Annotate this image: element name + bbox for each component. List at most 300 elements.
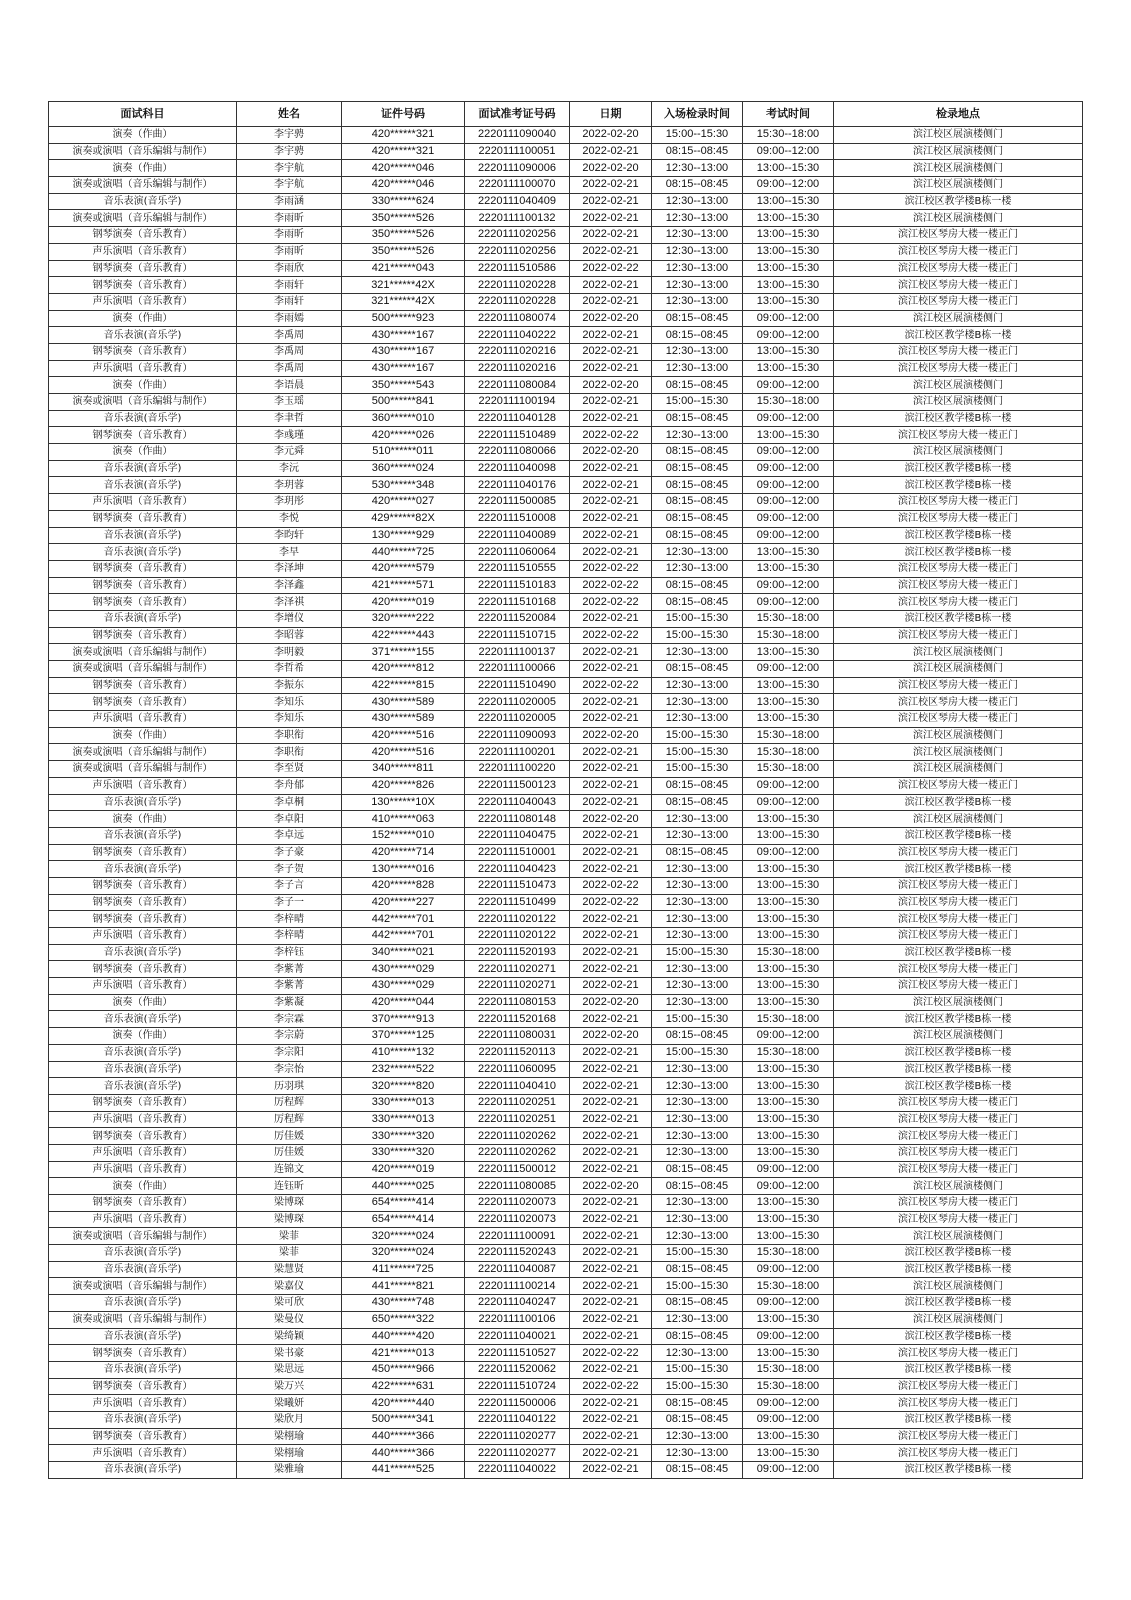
cell-exam-time: 09:00--12:00 [743, 460, 834, 477]
table-row [49, 1361, 1083, 1378]
cell-exam-time: 09:00--12:00 [743, 844, 834, 861]
cell-location: 滨江校区教学楼B栋一楼 [834, 544, 1083, 561]
cell-exam-time: 13:00--15:30 [743, 243, 834, 260]
cell-subject: 声乐演唱（音乐教育） [49, 1211, 237, 1228]
cell-admission-number: 2220111020216 [465, 343, 570, 360]
cell-name: 梁栩瑜 [237, 1428, 342, 1445]
cell-date: 2022-02-20 [570, 811, 652, 828]
cell-admission-number: 2220111020073 [465, 1211, 570, 1228]
cell-checkin-time: 08:15--08:45 [652, 661, 743, 678]
cell-subject: 钢琴演奏（音乐教育） [49, 1195, 237, 1212]
cell-id-number: 654******414 [342, 1211, 465, 1228]
cell-checkin-time: 08:15--08:45 [652, 510, 743, 527]
table-row [49, 1411, 1083, 1428]
cell-date: 2022-02-21 [570, 1061, 652, 1078]
cell-date: 2022-02-21 [570, 1211, 652, 1228]
table-row [49, 260, 1083, 277]
table-row [49, 894, 1083, 911]
cell-exam-time: 09:00--12:00 [743, 477, 834, 494]
cell-id-number: 370******125 [342, 1028, 465, 1045]
table-row [49, 444, 1083, 461]
cell-location: 滨江校区琴房大楼一楼正门 [834, 360, 1083, 377]
cell-subject: 钢琴演奏（音乐教育） [49, 677, 237, 694]
cell-checkin-time: 12:30--13:00 [652, 1094, 743, 1111]
table-row [49, 544, 1083, 561]
cell-id-number: 430******589 [342, 694, 465, 711]
cell-subject: 钢琴演奏（音乐教育） [49, 1345, 237, 1362]
cell-id-number: 430******029 [342, 978, 465, 995]
cell-checkin-time: 12:30--13:00 [652, 1211, 743, 1228]
table-row [49, 210, 1083, 227]
cell-exam-time: 15:30--18:00 [743, 1011, 834, 1028]
cell-admission-number: 2220111020216 [465, 360, 570, 377]
cell-date: 2022-02-21 [570, 1161, 652, 1178]
cell-exam-time: 09:00--12:00 [743, 177, 834, 194]
cell-date: 2022-02-21 [570, 1011, 652, 1028]
cell-exam-time: 13:00--15:30 [743, 360, 834, 377]
table-row [49, 1278, 1083, 1295]
cell-id-number: 410******132 [342, 1044, 465, 1061]
cell-name: 梁博琛 [237, 1211, 342, 1228]
cell-id-number: 330******013 [342, 1094, 465, 1111]
cell-id-number: 420******828 [342, 877, 465, 894]
cell-location: 滨江校区展演楼侧门 [834, 644, 1083, 661]
cell-date: 2022-02-20 [570, 127, 652, 144]
cell-checkin-time: 12:30--13:00 [652, 978, 743, 995]
cell-subject: 钢琴演奏（音乐教育） [49, 1428, 237, 1445]
cell-name: 李悦 [237, 510, 342, 527]
cell-exam-time: 09:00--12:00 [743, 1411, 834, 1428]
cell-id-number: 411******725 [342, 1261, 465, 1278]
cell-checkin-time: 15:00--15:30 [652, 1378, 743, 1395]
cell-admission-number: 2220111020277 [465, 1445, 570, 1462]
cell-checkin-time: 15:00--15:30 [652, 727, 743, 744]
table-row [49, 911, 1083, 928]
cell-name: 李职衔 [237, 727, 342, 744]
cell-id-number: 152******010 [342, 827, 465, 844]
cell-location: 滨江校区展演楼侧门 [834, 727, 1083, 744]
cell-checkin-time: 12:30--13:00 [652, 911, 743, 928]
cell-subject: 音乐表演(音乐学) [49, 827, 237, 844]
cell-subject: 声乐演唱（音乐教育） [49, 243, 237, 260]
cell-date: 2022-02-21 [570, 827, 652, 844]
cell-admission-number: 2220111100070 [465, 177, 570, 194]
table-row [49, 1061, 1083, 1078]
cell-date: 2022-02-21 [570, 978, 652, 995]
cell-name: 历羽琪 [237, 1078, 342, 1095]
cell-date: 2022-02-21 [570, 1044, 652, 1061]
cell-location: 滨江校区展演楼侧门 [834, 394, 1083, 411]
cell-name: 李宇骋 [237, 143, 342, 160]
cell-name: 李增仪 [237, 610, 342, 627]
cell-name: 梁栩瑜 [237, 1445, 342, 1462]
cell-admission-number: 2220111100132 [465, 210, 570, 227]
cell-checkin-time: 08:15--08:45 [652, 1395, 743, 1412]
table-row [49, 961, 1083, 978]
cell-subject: 音乐表演(音乐学) [49, 460, 237, 477]
table-row [49, 1328, 1083, 1345]
cell-exam-time: 15:30--18:00 [743, 1245, 834, 1262]
cell-exam-time: 13:00--15:30 [743, 427, 834, 444]
cell-date: 2022-02-20 [570, 160, 652, 177]
cell-subject: 声乐演唱（音乐教育） [49, 1161, 237, 1178]
cell-checkin-time: 12:30--13:00 [652, 811, 743, 828]
table-row [49, 477, 1083, 494]
cell-subject: 音乐表演(音乐学) [49, 1261, 237, 1278]
cell-name: 李子贺 [237, 861, 342, 878]
cell-exam-time: 15:30--18:00 [743, 610, 834, 627]
cell-subject: 声乐演唱（音乐教育） [49, 360, 237, 377]
table-row [49, 1111, 1083, 1128]
cell-exam-time: 09:00--12:00 [743, 1462, 834, 1479]
table-row [49, 711, 1083, 728]
cell-checkin-time: 12:30--13:00 [652, 961, 743, 978]
cell-exam-time: 13:00--15:30 [743, 1311, 834, 1328]
cell-admission-number: 2220111020005 [465, 694, 570, 711]
cell-date: 2022-02-21 [570, 143, 652, 160]
cell-subject: 音乐表演(音乐学) [49, 1361, 237, 1378]
cell-exam-time: 15:30--18:00 [743, 127, 834, 144]
cell-id-number: 350******526 [342, 210, 465, 227]
cell-name: 李宗怡 [237, 1061, 342, 1078]
cell-date: 2022-02-21 [570, 1144, 652, 1161]
cell-admission-number: 2220111040475 [465, 827, 570, 844]
cell-admission-number: 2220111510473 [465, 877, 570, 894]
cell-location: 滨江校区琴房大楼一楼正门 [834, 577, 1083, 594]
cell-date: 2022-02-22 [570, 1345, 652, 1362]
cell-location: 滨江校区教学楼B栋一楼 [834, 1044, 1083, 1061]
table-row [49, 193, 1083, 210]
cell-name: 梁思远 [237, 1361, 342, 1378]
cell-checkin-time: 12:30--13:00 [652, 994, 743, 1011]
cell-subject: 钢琴演奏（音乐教育） [49, 1378, 237, 1395]
cell-id-number: 420******826 [342, 777, 465, 794]
cell-admission-number: 2220111100106 [465, 1311, 570, 1328]
table-row [49, 1178, 1083, 1195]
cell-location: 滨江校区琴房大楼一楼正门 [834, 227, 1083, 244]
cell-id-number: 350******526 [342, 227, 465, 244]
cell-admission-number: 2220111520084 [465, 610, 570, 627]
cell-admission-number: 2220111040128 [465, 410, 570, 427]
cell-exam-time: 15:30--18:00 [743, 394, 834, 411]
cell-checkin-time: 08:15--08:45 [652, 577, 743, 594]
cell-name: 李禹周 [237, 327, 342, 344]
table-row [49, 1094, 1083, 1111]
cell-name: 连钰昕 [237, 1178, 342, 1195]
cell-admission-number: 2220111080153 [465, 994, 570, 1011]
cell-name: 李知乐 [237, 711, 342, 728]
cell-checkin-time: 12:30--13:00 [652, 227, 743, 244]
cell-name: 李宗阳 [237, 1044, 342, 1061]
table-row [49, 310, 1083, 327]
cell-location: 滨江校区展演楼侧门 [834, 1028, 1083, 1045]
cell-checkin-time: 08:15--08:45 [652, 177, 743, 194]
cell-checkin-time: 15:00--15:30 [652, 944, 743, 961]
cell-id-number: 440******725 [342, 544, 465, 561]
table-row [49, 127, 1083, 144]
cell-admission-number: 2220111040423 [465, 861, 570, 878]
table-row [49, 277, 1083, 294]
cell-checkin-time: 08:15--08:45 [652, 444, 743, 461]
cell-name: 李玉瑶 [237, 394, 342, 411]
table-row [49, 377, 1083, 394]
cell-date: 2022-02-21 [570, 460, 652, 477]
cell-location: 滨江校区教学楼B栋一楼 [834, 1462, 1083, 1479]
cell-exam-time: 09:00--12:00 [743, 527, 834, 544]
cell-admission-number: 2220111500006 [465, 1395, 570, 1412]
cell-location: 滨江校区琴房大楼一楼正门 [834, 293, 1083, 310]
cell-name: 李昭蓉 [237, 627, 342, 644]
cell-location: 滨江校区琴房大楼一楼正门 [834, 928, 1083, 945]
cell-location: 滨江校区琴房大楼一楼正门 [834, 777, 1083, 794]
cell-location: 滨江校区琴房大楼一楼正门 [834, 1395, 1083, 1412]
cell-checkin-time: 12:30--13:00 [652, 293, 743, 310]
cell-id-number: 441******525 [342, 1462, 465, 1479]
cell-name: 李宇骋 [237, 127, 342, 144]
cell-date: 2022-02-21 [570, 1311, 652, 1328]
table-row [49, 394, 1083, 411]
cell-name: 梁可欣 [237, 1295, 342, 1312]
cell-id-number: 420******321 [342, 143, 465, 160]
cell-admission-number: 2220111020277 [465, 1428, 570, 1445]
cell-date: 2022-02-22 [570, 894, 652, 911]
cell-admission-number: 2220111510555 [465, 560, 570, 577]
cell-location: 滨江校区展演楼侧门 [834, 1178, 1083, 1195]
cell-date: 2022-02-21 [570, 1228, 652, 1245]
cell-date: 2022-02-21 [570, 227, 652, 244]
cell-date: 2022-02-21 [570, 1111, 652, 1128]
cell-date: 2022-02-22 [570, 560, 652, 577]
cell-checkin-time: 12:30--13:00 [652, 928, 743, 945]
cell-location: 滨江校区琴房大楼一楼正门 [834, 961, 1083, 978]
cell-date: 2022-02-22 [570, 627, 652, 644]
cell-subject: 声乐演唱（音乐教育） [49, 293, 237, 310]
cell-name: 李梓晴 [237, 928, 342, 945]
cell-subject: 钢琴演奏（音乐教育） [49, 1094, 237, 1111]
cell-id-number: 440******420 [342, 1328, 465, 1345]
cell-name: 梁曼仪 [237, 1311, 342, 1328]
table-row [49, 1161, 1083, 1178]
cell-admission-number: 2220111500085 [465, 494, 570, 511]
cell-date: 2022-02-21 [570, 193, 652, 210]
table-row [49, 761, 1083, 778]
cell-checkin-time: 08:15--08:45 [652, 1295, 743, 1312]
cell-subject: 音乐表演(音乐学) [49, 477, 237, 494]
cell-checkin-time: 08:15--08:45 [652, 327, 743, 344]
table-row [49, 777, 1083, 794]
cell-admission-number: 2220111510008 [465, 510, 570, 527]
cell-checkin-time: 12:30--13:00 [652, 1111, 743, 1128]
header-admission-number: 面试准考证号码 [465, 102, 570, 127]
cell-location: 滨江校区展演楼侧门 [834, 177, 1083, 194]
cell-id-number: 429******82X [342, 510, 465, 527]
cell-id-number: 420******026 [342, 427, 465, 444]
cell-id-number: 430******029 [342, 961, 465, 978]
cell-exam-time: 13:00--15:30 [743, 827, 834, 844]
cell-checkin-time: 12:30--13:00 [652, 694, 743, 711]
cell-exam-time: 13:00--15:30 [743, 711, 834, 728]
cell-date: 2022-02-21 [570, 243, 652, 260]
cell-checkin-time: 12:30--13:00 [652, 360, 743, 377]
cell-subject: 钢琴演奏（音乐教育） [49, 343, 237, 360]
cell-id-number: 330******320 [342, 1144, 465, 1161]
cell-checkin-time: 08:15--08:45 [652, 477, 743, 494]
cell-exam-time: 09:00--12:00 [743, 444, 834, 461]
cell-id-number: 360******024 [342, 460, 465, 477]
cell-admission-number: 2220111020271 [465, 961, 570, 978]
cell-name: 李宗霖 [237, 1011, 342, 1028]
cell-name: 李玥彤 [237, 494, 342, 511]
cell-location: 滨江校区琴房大楼一楼正门 [834, 1445, 1083, 1462]
cell-checkin-time: 08:15--08:45 [652, 844, 743, 861]
table-row [49, 677, 1083, 694]
cell-admission-number: 2220111080148 [465, 811, 570, 828]
cell-exam-time: 13:00--15:30 [743, 694, 834, 711]
cell-name: 梁绮颖 [237, 1328, 342, 1345]
cell-checkin-time: 08:15--08:45 [652, 310, 743, 327]
cell-id-number: 450******966 [342, 1361, 465, 1378]
cell-name: 梁博琛 [237, 1195, 342, 1212]
cell-subject: 音乐表演(音乐学) [49, 1078, 237, 1095]
cell-admission-number: 2220111520168 [465, 1011, 570, 1028]
cell-location: 滨江校区琴房大楼一楼正门 [834, 694, 1083, 711]
cell-date: 2022-02-21 [570, 477, 652, 494]
cell-admission-number: 2220111100091 [465, 1228, 570, 1245]
cell-name: 李泽坤 [237, 560, 342, 577]
table-row [49, 1261, 1083, 1278]
cell-subject: 音乐表演(音乐学) [49, 410, 237, 427]
cell-location: 滨江校区展演楼侧门 [834, 744, 1083, 761]
cell-admission-number: 2220111020122 [465, 911, 570, 928]
cell-location: 滨江校区琴房大楼一楼正门 [834, 277, 1083, 294]
cell-exam-time: 13:00--15:30 [743, 544, 834, 561]
cell-subject: 钢琴演奏（音乐教育） [49, 877, 237, 894]
cell-exam-time: 13:00--15:30 [743, 560, 834, 577]
cell-checkin-time: 12:30--13:00 [652, 343, 743, 360]
cell-exam-time: 13:00--15:30 [743, 811, 834, 828]
cell-name: 李雨昕 [237, 243, 342, 260]
cell-location: 滨江校区琴房大楼一楼正门 [834, 978, 1083, 995]
cell-date: 2022-02-21 [570, 1395, 652, 1412]
cell-exam-time: 15:30--18:00 [743, 744, 834, 761]
cell-exam-time: 15:30--18:00 [743, 944, 834, 961]
cell-location: 滨江校区教学楼B栋一楼 [834, 610, 1083, 627]
cell-name: 李雨昕 [237, 210, 342, 227]
cell-name: 李紫凝 [237, 994, 342, 1011]
cell-exam-time: 15:30--18:00 [743, 727, 834, 744]
cell-location: 滨江校区展演楼侧门 [834, 761, 1083, 778]
cell-exam-time: 09:00--12:00 [743, 1178, 834, 1195]
cell-name: 李子一 [237, 894, 342, 911]
cell-admission-number: 2220111520113 [465, 1044, 570, 1061]
cell-id-number: 430******167 [342, 327, 465, 344]
table-row [49, 1311, 1083, 1328]
cell-location: 滨江校区琴房大楼一楼正门 [834, 560, 1083, 577]
table-row [49, 560, 1083, 577]
cell-id-number: 321******42X [342, 277, 465, 294]
cell-admission-number: 2220111520193 [465, 944, 570, 961]
cell-name: 李振东 [237, 677, 342, 694]
cell-subject: 钢琴演奏（音乐教育） [49, 260, 237, 277]
cell-checkin-time: 12:30--13:00 [652, 861, 743, 878]
cell-subject: 演奏或演唱（音乐编辑与制作） [49, 1311, 237, 1328]
cell-date: 2022-02-22 [570, 594, 652, 611]
cell-checkin-time: 12:30--13:00 [652, 711, 743, 728]
cell-name: 梁曦妍 [237, 1395, 342, 1412]
cell-date: 2022-02-21 [570, 644, 652, 661]
table-row [49, 1078, 1083, 1095]
table-row [49, 1345, 1083, 1362]
cell-location: 滨江校区教学楼B栋一楼 [834, 460, 1083, 477]
cell-subject: 钢琴演奏（音乐教育） [49, 560, 237, 577]
table-row [49, 510, 1083, 527]
cell-subject: 声乐演唱（音乐教育） [49, 1395, 237, 1412]
cell-checkin-time: 08:15--08:45 [652, 1328, 743, 1345]
cell-location: 滨江校区教学楼B栋一楼 [834, 193, 1083, 210]
cell-exam-time: 13:00--15:30 [743, 1228, 834, 1245]
cell-name: 梁雅瑜 [237, 1462, 342, 1479]
cell-date: 2022-02-21 [570, 694, 652, 711]
header-exam-time: 考试时间 [743, 102, 834, 127]
cell-location: 滨江校区教学楼B栋一楼 [834, 1361, 1083, 1378]
cell-admission-number: 2220111510168 [465, 594, 570, 611]
cell-name: 李雨轩 [237, 277, 342, 294]
cell-id-number: 320******024 [342, 1245, 465, 1262]
cell-location: 滨江校区教学楼B栋一楼 [834, 1295, 1083, 1312]
cell-exam-time: 09:00--12:00 [743, 794, 834, 811]
cell-exam-time: 13:00--15:30 [743, 1111, 834, 1128]
cell-checkin-time: 12:30--13:00 [652, 560, 743, 577]
cell-name: 李沅 [237, 460, 342, 477]
cell-admission-number: 2220111520062 [465, 1361, 570, 1378]
header-checkin-time: 入场检录时间 [652, 102, 743, 127]
cell-date: 2022-02-21 [570, 1411, 652, 1428]
cell-name: 李明毅 [237, 644, 342, 661]
cell-subject: 演奏（作曲） [49, 444, 237, 461]
cell-checkin-time: 15:00--15:30 [652, 127, 743, 144]
cell-checkin-time: 12:30--13:00 [652, 210, 743, 227]
cell-location: 滨江校区琴房大楼一楼正门 [834, 1211, 1083, 1228]
cell-admission-number: 2220111080085 [465, 1178, 570, 1195]
cell-name: 李雨嫣 [237, 310, 342, 327]
cell-location: 滨江校区展演楼侧门 [834, 444, 1083, 461]
cell-location: 滨江校区琴房大楼一楼正门 [834, 1094, 1083, 1111]
cell-subject: 音乐表演(音乐学) [49, 1044, 237, 1061]
cell-id-number: 320******024 [342, 1228, 465, 1245]
cell-exam-time: 13:00--15:30 [743, 293, 834, 310]
cell-date: 2022-02-21 [570, 944, 652, 961]
cell-admission-number: 2220111040043 [465, 794, 570, 811]
cell-id-number: 420******516 [342, 744, 465, 761]
cell-checkin-time: 08:15--08:45 [652, 527, 743, 544]
cell-id-number: 420******227 [342, 894, 465, 911]
cell-exam-time: 13:00--15:30 [743, 928, 834, 945]
cell-date: 2022-02-22 [570, 677, 652, 694]
cell-admission-number: 2220111040409 [465, 193, 570, 210]
cell-date: 2022-02-21 [570, 1195, 652, 1212]
cell-admission-number: 2220111080084 [465, 377, 570, 394]
cell-admission-number: 2220111020251 [465, 1094, 570, 1111]
cell-date: 2022-02-21 [570, 1245, 652, 1262]
cell-admission-number: 2220111100214 [465, 1278, 570, 1295]
cell-subject: 钢琴演奏（音乐教育） [49, 961, 237, 978]
cell-location: 滨江校区教学楼B栋一楼 [834, 527, 1083, 544]
cell-checkin-time: 08:15--08:45 [652, 143, 743, 160]
cell-name: 李舟郁 [237, 777, 342, 794]
cell-name: 李泽鑫 [237, 577, 342, 594]
cell-checkin-time: 12:30--13:00 [652, 1144, 743, 1161]
cell-subject: 钢琴演奏（音乐教育） [49, 894, 237, 911]
